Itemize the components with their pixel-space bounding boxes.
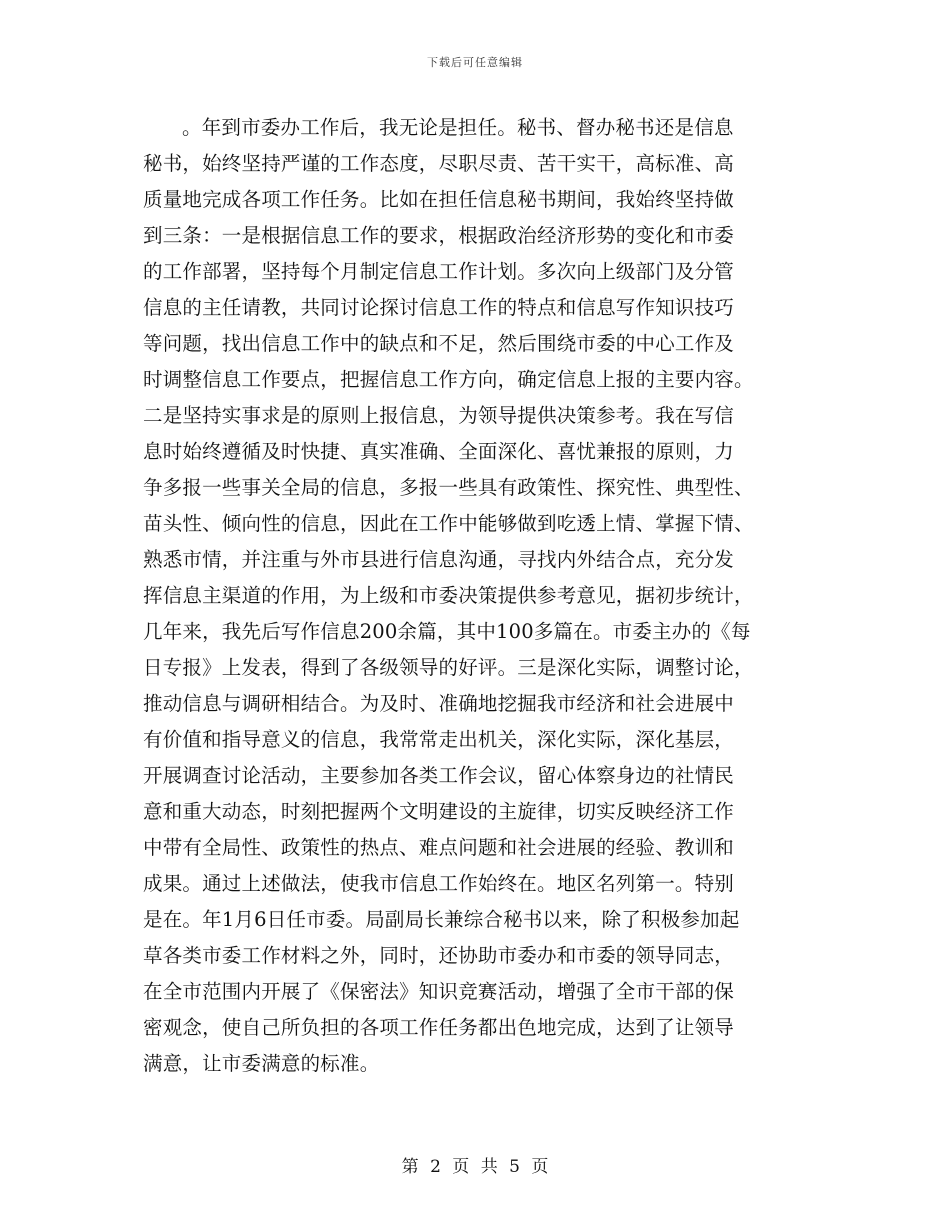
paragraph-line: 草各类市委工作材料之外，同时，还协助市委办和市委的领导同志， (143, 944, 735, 967)
paragraph-line: 到三条：一是根据信息工作的要求，根据政治经济形势的变化和市委 (143, 224, 735, 247)
paragraph-line: 时调整信息工作要点，把握信息工作方向，确定信息上报的主要内容。 (143, 368, 754, 391)
paragraph-line: 日专报》上发表，得到了各级领导的好评。三是深化实际，调整讨论， (143, 656, 754, 679)
paragraph-line: 苗头性、倾向性的信息，因此在工作中能够做到吃透上情、掌握下情、 (143, 512, 754, 535)
paragraph-line: 的工作部署，坚持每个月制定信息工作计划。多次向上级部门及分管 (143, 260, 735, 283)
paragraph-line: 意和重大动态，时刻把握两个文明建设的主旋律，切实反映经济工作 (143, 800, 735, 823)
page-header: 下载后可任意编辑 (427, 56, 523, 69)
page-number-footer: 第 2 页 共 5 页 (401, 1157, 549, 1177)
document-body (143, 110, 808, 1082)
paragraph-line: 推动信息与调研相结合。为及时、准确地挖掘我市经济和社会进展中 (143, 692, 735, 715)
paragraph-line: 。年到市委办工作后，我无论是担任。秘书、督办秘书还是信息 (182, 116, 734, 139)
paragraph-line: 争多报一些事关全局的信息，多报一些具有政策性、探究性、典型性、 (143, 476, 754, 499)
paragraph-line: 秘书，始终坚持严谨的工作态度，尽职尽责、苦干实干，高标准、高 (143, 152, 735, 175)
paragraph-line: 密观念，使自己所负担的各项工作任务都出色地完成，达到了让领导 (143, 1016, 735, 1039)
paragraph-line: 信息的主任请教，共同讨论探讨信息工作的特点和信息写作知识技巧 (143, 296, 735, 319)
paragraph-line: 二是坚持实事求是的原则上报信息，为领导提供决策参考。我在写信 (143, 404, 735, 427)
paragraph-line: 开展调查讨论活动，主要参加各类工作会议，留心体察身边的社情民 (143, 764, 735, 787)
paragraph-line: 挥信息主渠道的作用，为上级和市委决策提供参考意见，据初步统计， (143, 584, 754, 607)
paragraph-line: 是在。年1月6日任市委。局副局长兼综合秘书以来，除了积极参加起 (143, 908, 740, 931)
paragraph-line: 成果。通过上述做法，使我市信息工作始终在。地区名列第一。特别 (143, 872, 735, 895)
paragraph-line: 质量地完成各项工作任务。比如在担任信息秘书期间，我始终坚持做 (143, 188, 735, 211)
paragraph-line: 满意，让市委满意的标准。 (143, 1052, 380, 1075)
paragraph-line: 中带有全局性、政策性的热点、难点问题和社会进展的经验、教训和 (143, 836, 735, 859)
paragraph-line: 在全市范围内开展了《保密法》知识竞赛活动，增强了全市干部的保 (143, 980, 735, 1003)
paragraph-line: 等问题，找出信息工作中的缺点和不足，然后围绕市委的中心工作及 (143, 332, 735, 355)
paragraph-line: 熟悉市情，并注重与外市县进行信息沟通，寻找内外结合点，充分发 (143, 548, 735, 571)
paragraph-line: 几年来，我先后写作信息200余篇，其中100多篇在。市委主办的《每 (143, 620, 751, 643)
paragraph-line: 有价值和指导意义的信息，我常常走出机关，深化实际，深化基层， (143, 728, 735, 751)
paragraph-line: 息时始终遵循及时快捷、真实准确、全面深化、喜忧兼报的原则，力 (143, 440, 735, 463)
